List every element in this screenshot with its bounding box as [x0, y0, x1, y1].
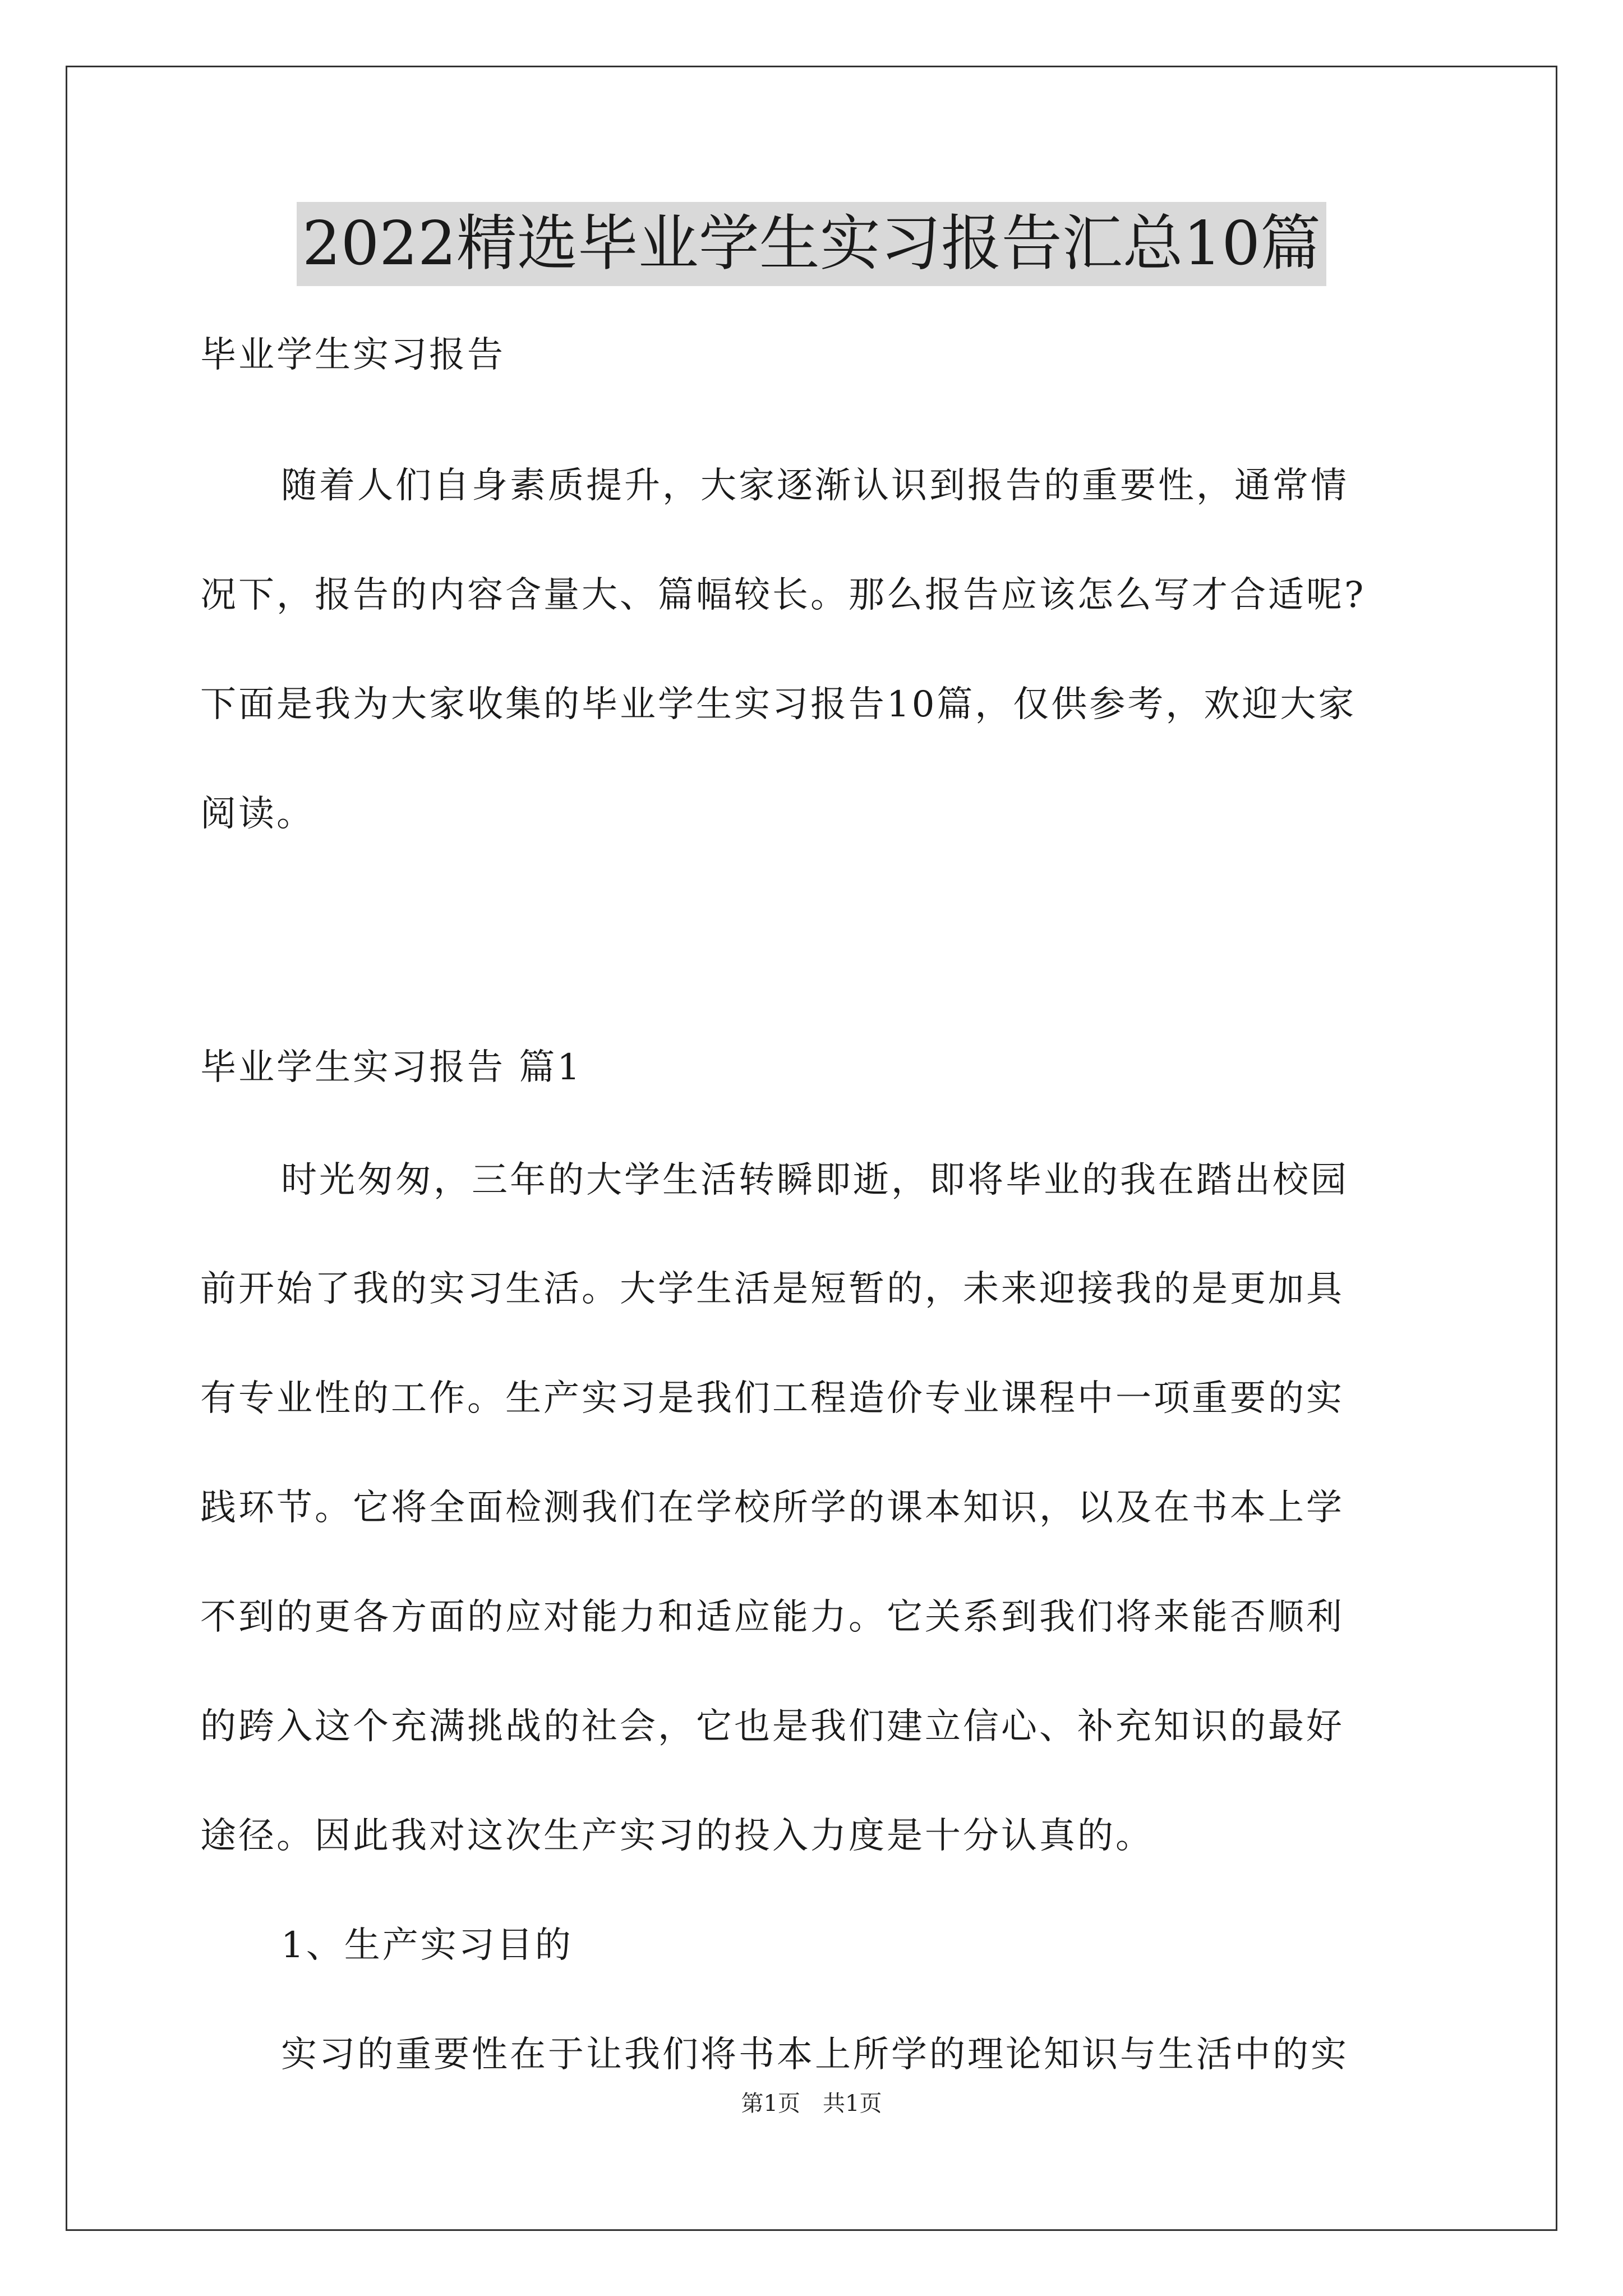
page-number: 第1页 — [741, 2091, 800, 2116]
paragraph-line: 实习的重要性在于让我们将书本上所学的理论知识与生活中的实 — [281, 2034, 1349, 2076]
page-border — [66, 66, 1557, 2231]
subsection-heading: 1、生产实习目的 — [281, 1925, 573, 1966]
paragraph-line: 随着人们自身素质提升，大家逐渐认识到报告的重要性，通常情 — [281, 465, 1349, 507]
section-heading: 毕业学生实习报告 — [200, 334, 505, 376]
page-footer — [0, 2087, 1623, 2120]
paragraph-line: 的跨入这个充满挑战的社会，它也是我们建立信心、补充知识的最好 — [200, 1706, 1344, 1747]
paragraph-line: 践环节。它将全面检测我们在学校所学的课本知识，以及在书本上学 — [200, 1487, 1344, 1529]
paragraph-line: 不到的更各方面的应对能力和适应能力。它关系到我们将来能否顺利 — [200, 1596, 1344, 1638]
paragraph-line: 时光匆匆，三年的大学生活转瞬即逝，即将毕业的我在踏出校园 — [281, 1159, 1349, 1201]
page-total: 共1页 — [823, 2091, 882, 2116]
title-container — [0, 202, 1623, 286]
paragraph-line: 况下，报告的内容含量大、篇幅较长。那么报告应该怎么写才合适呢? — [200, 574, 1366, 616]
paragraph-line: 前开始了我的实习生活。大学生活是短暂的，未来迎接我的是更加具 — [200, 1268, 1344, 1310]
paragraph-line: 下面是我为大家收集的毕业学生实习报告10篇，仅供参考，欢迎大家 — [200, 684, 1357, 725]
paragraph-line: 阅读。 — [200, 793, 315, 835]
document-title: 2022精选毕业学生实习报告汇总10篇 — [297, 202, 1326, 286]
section-heading: 毕业学生实习报告 篇1 — [200, 1047, 583, 1088]
paragraph-line: 有专业性的工作。生产实习是我们工程造价专业课程中一项重要的实 — [200, 1378, 1344, 1419]
paragraph-line: 途径。因此我对这次生产实习的投入力度是十分认真的。 — [200, 1815, 1154, 1857]
